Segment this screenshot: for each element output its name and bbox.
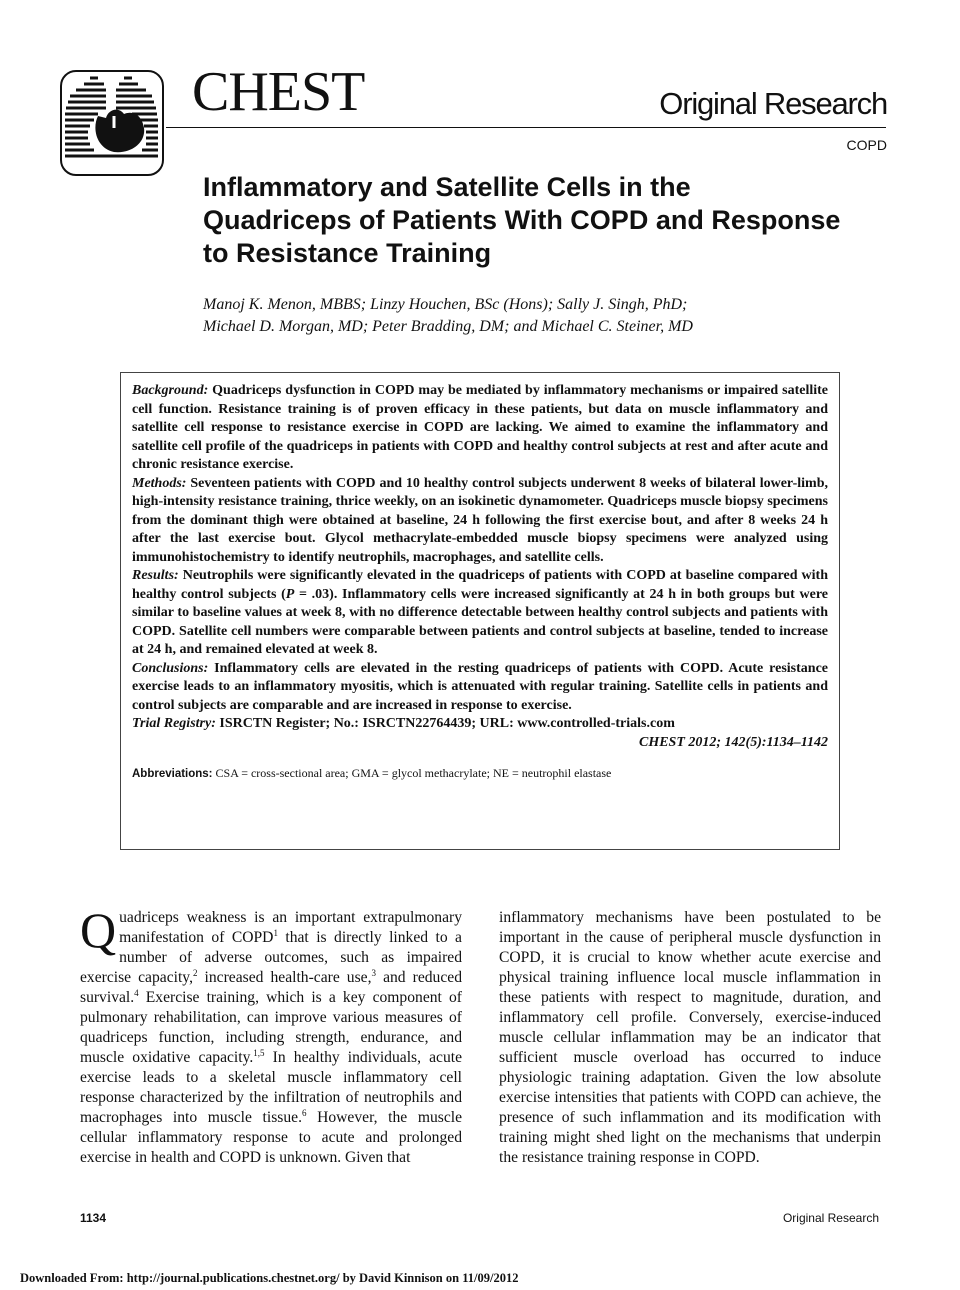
topic-label: COPD bbox=[846, 137, 887, 153]
footer-section-label: Original Research bbox=[782, 1211, 879, 1225]
reference-marker: 6 bbox=[301, 1107, 307, 1118]
abbreviations bbox=[132, 765, 828, 782]
abstract-methods-heading: Methods: bbox=[132, 475, 187, 491]
authors-line-2: Michael D. Morgan, MD; Peter Bradding, DM; and Michael C. Steiner, MD bbox=[203, 318, 693, 335]
abstract-conclusions-text: Inflammatory cells are elevated in the resting quadriceps of patients with COPD. Acute resistance exercise leads to an inflammatory myositis, which is attenuated with regular training. Satellite cells in patients and control subjects are comparable and are increased in response to exercise. bbox=[132, 660, 829, 713]
lungs-heart-logo-icon bbox=[62, 72, 162, 174]
abstract-background-text: Quadriceps dysfunction in COPD may be mediated by inflammatory mechanisms or impaired satellite cell function. Resistance training is of proven efficacy in these patients, but data on muscle inflammatory and satellite cell response to resistance exercise in COPD are lacking. We aimed to examine the inflammatory and satellite cell profile of the quadriceps in patients with COPD and healthy control subjects at rest and after acute and chronic resistance exercise. bbox=[132, 383, 828, 472]
abstract-conclusions-heading: Conclusions: bbox=[132, 660, 209, 676]
article-title: Inflammatory and Satellite Cells in the Quadriceps of Patients With COPD and Response to Resistance Training bbox=[203, 172, 841, 268]
journal-citation: CHEST 2012; 142(5):1134–1142 bbox=[638, 734, 828, 750]
body-text: that is directly linked to a number of adverse outcomes, such as impaired exercise capacity, bbox=[80, 929, 462, 986]
body-text: In healthy individuals, acute exercise leads to a skeletal muscle inflammatory cell response characterized by the infiltration of neutrophils and macrophages into muscle tissue. bbox=[80, 1049, 463, 1126]
abbreviations-heading: Abbreviations: bbox=[132, 768, 213, 780]
section-label: Original Research bbox=[659, 86, 887, 121]
authors-line-1: Manoj K. Menon, MBBS; Linzy Houchen, BSc (Hons); Sally J. Singh, PhD; bbox=[203, 296, 688, 313]
abstract-registry-text: ISRCTN Register; No.: ISRCTN22764439; URL: www.controlled-trials.com bbox=[219, 716, 675, 731]
abstract-results-text-a: Neutrophils were significantly elevated in the quadriceps of patients with COPD at baseline compared with healthy control subjects ( bbox=[132, 568, 829, 602]
abstract-methods-text: Seventeen patients with COPD and 10 healthy control subjects underwent 8 weeks of bilateral lower-limb, high-intensity resistance training, thrice weekly, on an isokinetic dynamometer. Quadriceps muscle biopsy specimens from the dominant thigh were obtained at baseline, 24 h following the first exercise bout, and after 8 weeks 24 h after the last exercise bout. Glycol methacrylate-embedded muscle biopsy specimens were analyzed using immunohistochemistry to identify neutrophils, macrophages, and satellite cells. bbox=[132, 475, 829, 565]
reference-marker: 1 bbox=[273, 927, 278, 938]
download-note: Downloaded From: http://journal.publications.chestnet.org/ by David Kinnison on 11/09/2012 bbox=[20, 1271, 519, 1285]
author-list bbox=[203, 294, 803, 338]
abstract-results bbox=[132, 567, 828, 660]
reference-marker: 3 bbox=[371, 967, 376, 978]
body-text: However, the muscle cellular inflammatory response to acute and prolonged exercise in health and COPD is unknown. Given that bbox=[80, 1109, 462, 1166]
abstract-methods bbox=[132, 475, 828, 568]
journal-logo bbox=[60, 70, 164, 176]
body-column-right: inflammatory mechanisms have been postulated to be important in the cause of peripheral muscle dysfunction in COPD, it is crucial to know whether acute exercise and physical training influence local muscle inflammation in these patients with respect to magnitude, duration, and inflammatory cell profile. Conversely, exercise-induced muscle cellular inflammation may be an indicator that sufficient muscle overload has occurred to induce physiologic training adaptation. Given the low absolute exercise intensities that patients with COPD can achieve, the presence of such inflammation and its modification with training might shed light on the mechanisms that underpin the resistance training response in COPD. bbox=[499, 909, 881, 1166]
drop-cap: Q bbox=[80, 902, 117, 958]
page-number: 1134 bbox=[80, 1211, 107, 1225]
body-text: and reduced survival. bbox=[80, 969, 462, 1006]
abstract-background-heading: Background: bbox=[132, 383, 209, 398]
body-column-left bbox=[80, 902, 463, 1168]
header-rule bbox=[166, 127, 886, 128]
reference-marker: 2 bbox=[192, 967, 198, 978]
body-text: increased health-care use, bbox=[197, 969, 372, 986]
abstract-trial-registry bbox=[132, 715, 828, 734]
abstract-registry-heading: Trial Registry: bbox=[132, 716, 216, 731]
reference-marker: 4 bbox=[134, 987, 139, 998]
abstract-results-heading: Results: bbox=[132, 568, 179, 583]
abstract-results-text-b: = .03). Inflammatory cells were increased significantly at 24 h in both groups but were similar to baseline values at week 8, with no difference detectable between healthy control subjects and patients with COPD. Satellite cell numbers were comparable between patients and control subjects at baseline, tended to increase at 24 h, and remained elevated at week 8. bbox=[132, 586, 829, 657]
journal-name: CHEST bbox=[192, 61, 365, 123]
abstract-results-p-symbol: P bbox=[285, 586, 295, 602]
reference-marker: 1,5 bbox=[253, 1047, 265, 1058]
abstract-conclusions bbox=[132, 660, 828, 716]
body-text: Exercise training, which is a key component of pulmonary rehabilitation, can improve various measures of quadriceps function, including strength, endurance, and muscle oxidative capacity. bbox=[80, 989, 462, 1066]
abstract-box bbox=[120, 372, 840, 850]
abstract-background bbox=[132, 382, 828, 475]
body-text: uadriceps weakness is an important extrapulmonary manifestation of COPD bbox=[119, 909, 462, 946]
abbreviations-text: CSA = cross-sectional area; GMA = glycol methacrylate; NE = neutrophil elastase bbox=[215, 766, 612, 780]
